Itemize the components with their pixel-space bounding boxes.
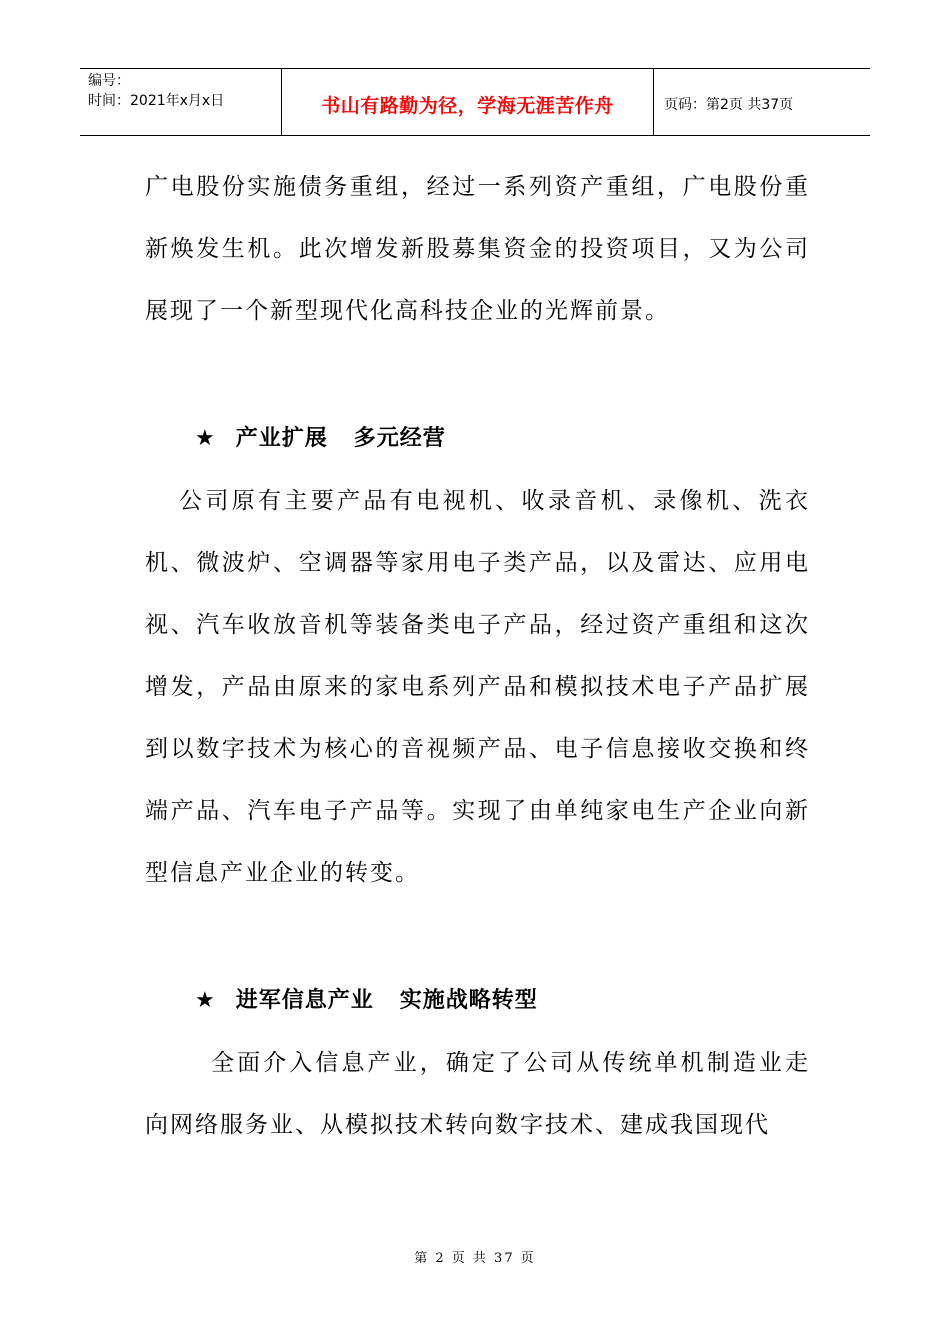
spacer: [145, 904, 810, 970]
paragraph-products: 公司原有主要产品有电视机、收录音机、录像机、洗衣机、微波炉、空调器等家用电子类产品，以及雷达、应用电视、汽车收放音机等装备类电子产品，经过资产重组和这次增发，产品由原来的家电系列产品和模拟技术电子产品扩展到以数字技术为核心的音视频产品、电子信息接收交换和终端产品、汽车电子产品等。实现了由单纯家电生产企业向新型信息产业企业的转变。: [145, 488, 810, 886]
document-date-label: 时间：2021年x月x日: [88, 93, 225, 109]
header-meta: [80, 69, 281, 135]
document-body: [145, 156, 810, 1156]
star-icon: ★: [195, 988, 216, 1013]
page-footer: 第 2 页 共 37 页: [414, 1251, 536, 1266]
section-heading-text: 进军信息产业 实施战略转型: [235, 988, 538, 1013]
section-heading-text: 产业扩展 多元经营: [235, 426, 446, 451]
header-motto: 书山有路勤为径，学海无涯苦作舟: [321, 94, 614, 117]
header-motto-cell: [281, 69, 654, 135]
section-heading-industry-expansion: [145, 408, 810, 470]
page-header: [80, 68, 870, 136]
spacer: [145, 342, 810, 408]
header-page-info: 页码：第2页 共37页: [664, 97, 794, 113]
star-icon: ★: [195, 426, 216, 451]
section-heading-strategic-transformation: [145, 970, 810, 1032]
document-number-label: 编号：: [88, 73, 130, 89]
paragraph-information-industry: 全面介入信息产业，确定了公司从传统单机制造业走向网络服务业、从模拟技术转向数字技术、建成我国现代: [145, 1050, 810, 1138]
paragraph-restructuring: 广电股份实施债务重组，经过一系列资产重组，广电股份重新焕发生机。此次增发新股募集资金的投资项目，又为公司展现了一个新型现代化高科技企业的光辉前景。: [145, 174, 810, 324]
